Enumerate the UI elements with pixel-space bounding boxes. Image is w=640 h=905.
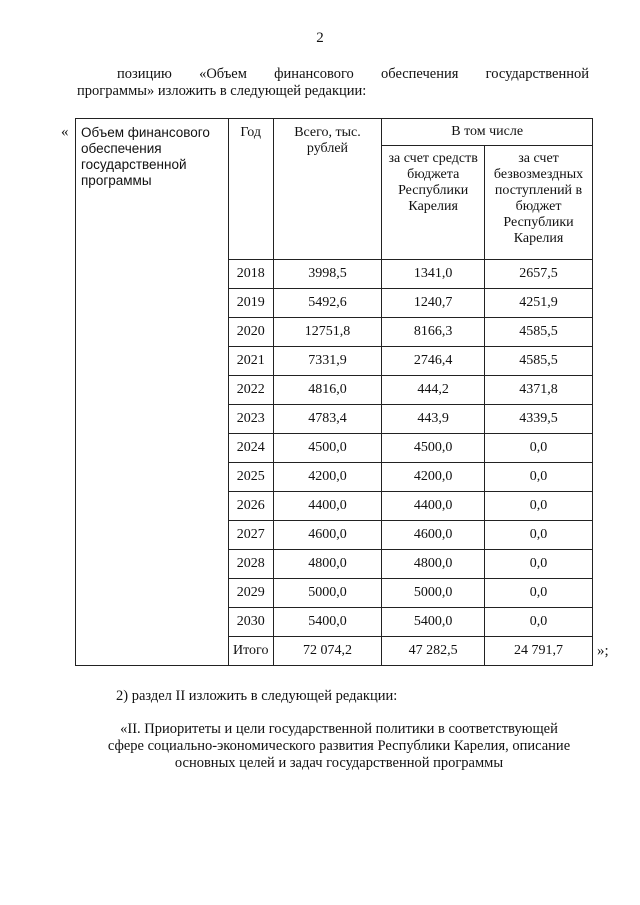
- section-instruction: 2) раздел II изложить в следующей редакции:: [116, 688, 398, 704]
- cell-budget: 4200,0: [382, 463, 485, 492]
- cell-grants: 4585,5: [485, 347, 593, 376]
- section-title-line-1: «II. Приоритеты и цели государственной политики в соответствующей: [120, 721, 558, 737]
- cell-grants: 4339,5: [485, 405, 593, 434]
- table-row-label: Объем финансового обеспечения государственной программы: [76, 119, 229, 666]
- cell-total: 3998,5: [273, 260, 382, 289]
- cell-year: 2022: [228, 376, 273, 405]
- cell-grants: 0,0: [485, 608, 593, 637]
- summary-budget: 47 282,5: [382, 637, 485, 666]
- intro-line-1: позицию «Объем финансового обеспечения государственной: [117, 66, 589, 82]
- cell-budget: 4500,0: [382, 434, 485, 463]
- intro-line-2: программы» изложить в следующей редакции:: [77, 83, 367, 99]
- cell-total: 4816,0: [273, 376, 382, 405]
- cell-grants: 0,0: [485, 521, 593, 550]
- section-title-line-2: сфере социально-экономического развития Республики Карелия, описание: [107, 738, 571, 754]
- cell-year: 2027: [228, 521, 273, 550]
- cell-budget: 444,2: [382, 376, 485, 405]
- cell-grants: 4371,8: [485, 376, 593, 405]
- cell-year: 2020: [228, 318, 273, 347]
- cell-grants: 2657,5: [485, 260, 593, 289]
- header-budget: за счет средств бюджета Республики Карелия: [382, 146, 485, 260]
- cell-total: 5492,6: [273, 289, 382, 318]
- cell-grants: 0,0: [485, 579, 593, 608]
- cell-total: 4783,4: [273, 405, 382, 434]
- cell-budget: 5400,0: [382, 608, 485, 637]
- cell-total: 5000,0: [273, 579, 382, 608]
- cell-total: 4800,0: [273, 550, 382, 579]
- cell-grants: 0,0: [485, 463, 593, 492]
- cell-budget: 5000,0: [382, 579, 485, 608]
- cell-budget: 4400,0: [382, 492, 485, 521]
- cell-year: 2019: [228, 289, 273, 318]
- cell-year: 2025: [228, 463, 273, 492]
- cell-budget: 1341,0: [382, 260, 485, 289]
- cell-total: 4600,0: [273, 521, 382, 550]
- summary-total: 72 074,2: [273, 637, 382, 666]
- cell-grants: 0,0: [485, 434, 593, 463]
- summary-grants: 24 791,7: [485, 637, 593, 666]
- intro-paragraph: [77, 66, 589, 100]
- cell-total: 4200,0: [273, 463, 382, 492]
- cell-year: 2028: [228, 550, 273, 579]
- cell-budget: 2746,4: [382, 347, 485, 376]
- cell-year: 2024: [228, 434, 273, 463]
- section-title-line-3: основных целей и задач государственной программы: [174, 755, 504, 771]
- table-header-row: [76, 119, 593, 146]
- cell-total: 4500,0: [273, 434, 382, 463]
- cell-year: 2026: [228, 492, 273, 521]
- cell-budget: 1240,7: [382, 289, 485, 318]
- page-number: 2: [316, 30, 324, 46]
- funding-table: [75, 118, 593, 666]
- cell-total: 12751,8: [273, 318, 382, 347]
- cell-grants: 4251,9: [485, 289, 593, 318]
- summary-label: Итого: [228, 637, 273, 666]
- cell-budget: 8166,3: [382, 318, 485, 347]
- cell-grants: 0,0: [485, 550, 593, 579]
- cell-grants: 0,0: [485, 492, 593, 521]
- cell-year: 2029: [228, 579, 273, 608]
- cell-year: 2030: [228, 608, 273, 637]
- cell-budget: 4800,0: [382, 550, 485, 579]
- section-title: [90, 721, 588, 772]
- cell-year: 2018: [228, 260, 273, 289]
- cell-year: 2021: [228, 347, 273, 376]
- closing-quote: »;: [597, 643, 609, 659]
- header-grants: за счет безвозмездных поступлений в бюджет Республики Карелия: [485, 146, 593, 260]
- header-including: В том числе: [382, 119, 593, 146]
- cell-year: 2023: [228, 405, 273, 434]
- opening-quote: «: [61, 124, 69, 140]
- cell-budget: 4600,0: [382, 521, 485, 550]
- cell-grants: 4585,5: [485, 318, 593, 347]
- header-total: Всего, тыс. рублей: [273, 119, 382, 260]
- cell-budget: 443,9: [382, 405, 485, 434]
- cell-total: 5400,0: [273, 608, 382, 637]
- cell-total: 4400,0: [273, 492, 382, 521]
- cell-total: 7331,9: [273, 347, 382, 376]
- header-year: Год: [228, 119, 273, 260]
